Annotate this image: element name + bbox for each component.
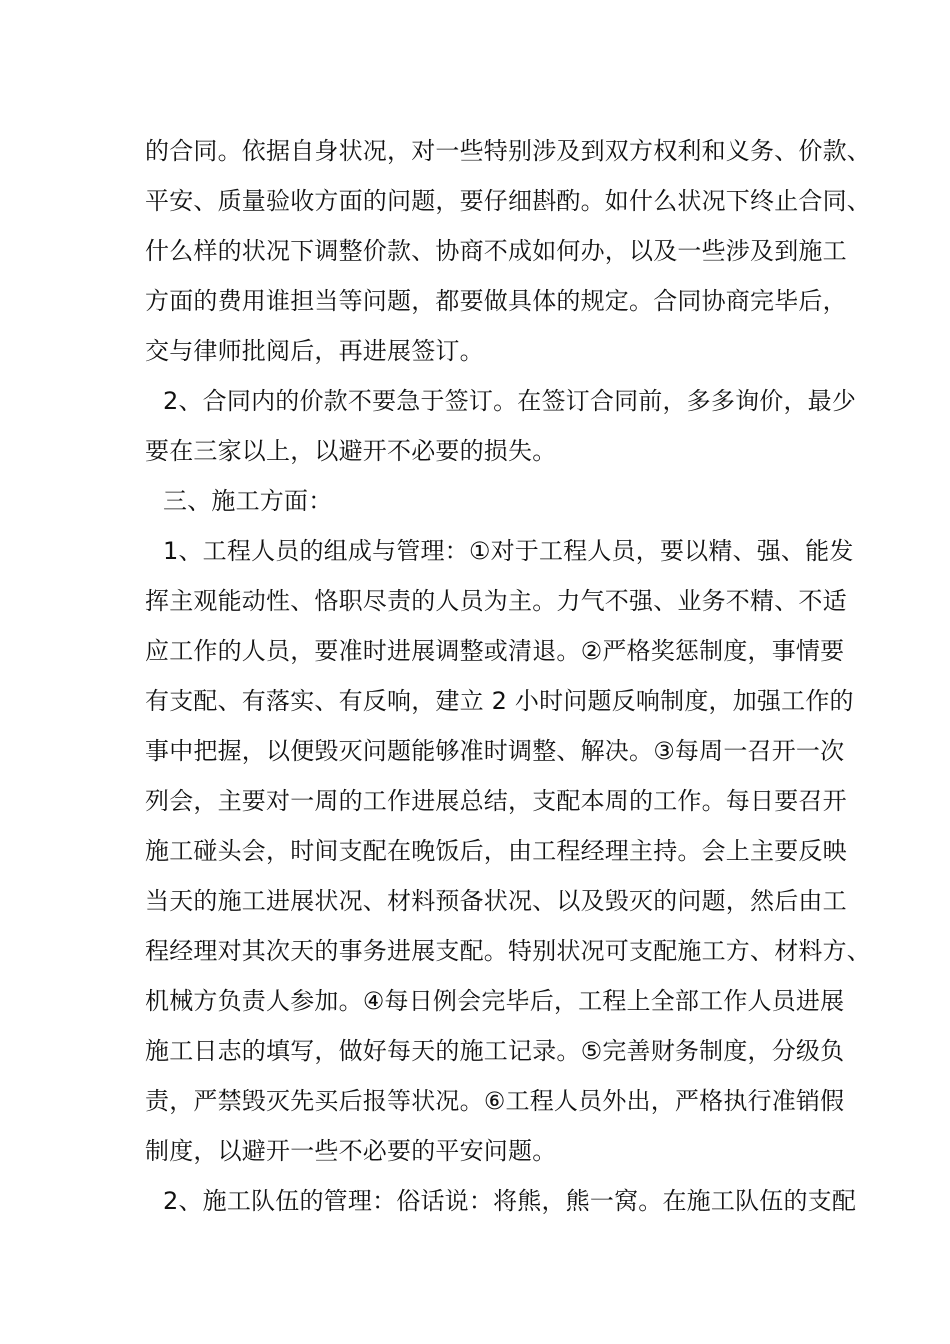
- text-line: 什么样的状况下调整价款、协商不成如何办，以及一些涉及到施工: [145, 237, 847, 265]
- text-line: 1、工程人员的组成与管理：①对于工程人员，要以精、强、能发: [163, 537, 854, 565]
- text-line: 当天的施工进展状况、材料预备状况、以及毁灭的问题，然后由工: [145, 887, 847, 915]
- text-line: 要在三家以上，以避开不必要的损失。: [145, 437, 557, 465]
- text-line: 2、合同内的价款不要急于签订。在签订合同前，多多询价，最少: [163, 387, 857, 415]
- text-line: 交与律师批阅后，再进展签订。: [145, 337, 484, 365]
- text-line: 责，严禁毁灭先买后报等状况。⑥工程人员外出，严格执行准销假: [145, 1087, 845, 1115]
- text-line: 方面的费用谁担当等问题，都要做具体的规定。合同协商完毕后，: [145, 287, 847, 315]
- text-line: 事中把握，以便毁灭问题能够准时调整、解决。③每周一召开一次: [145, 737, 845, 765]
- text-line: 施工碰头会，时间支配在晚饭后，由工程经理主持。会上主要反映: [145, 837, 847, 865]
- text-line: 列会，主要对一周的工作进展总结，支配本周的工作。每日要召开: [145, 787, 847, 815]
- text-line: 机械方负责人参加。④每日例会完毕后，工程上全部工作人员进展: [145, 987, 845, 1015]
- text-line: 制度，以避开一些不必要的平安问题。: [145, 1137, 557, 1165]
- text-line: 的合同。依据自身状况，对一些特别涉及到双方权利和义务、价款、: [145, 137, 871, 165]
- text-line: 有支配、有落实、有反响，建立 2 小时问题反响制度，加强工作的: [145, 687, 854, 715]
- text-line: 2、施工队伍的管理：俗话说：将熊，熊一窝。在施工队伍的支配: [163, 1187, 857, 1215]
- text-line: 平安、质量验收方面的问题，要仔细斟酌。如什么状况下终止合同、: [145, 187, 871, 215]
- section-heading: 三、施工方面：: [163, 487, 333, 515]
- text-line: 挥主观能动性、恪职尽责的人员为主。力气不强、业务不精、不适: [145, 587, 847, 615]
- text-line: 程经理对其次天的事务进展支配。特别状况可支配施工方、材料方、: [145, 937, 871, 965]
- text-line: 施工日志的填写，做好每天的施工记录。⑤完善财务制度，分级负: [145, 1037, 845, 1065]
- text-line: 应工作的人员，要准时进展调整或清退。②严格奖惩制度，事情要: [145, 637, 845, 665]
